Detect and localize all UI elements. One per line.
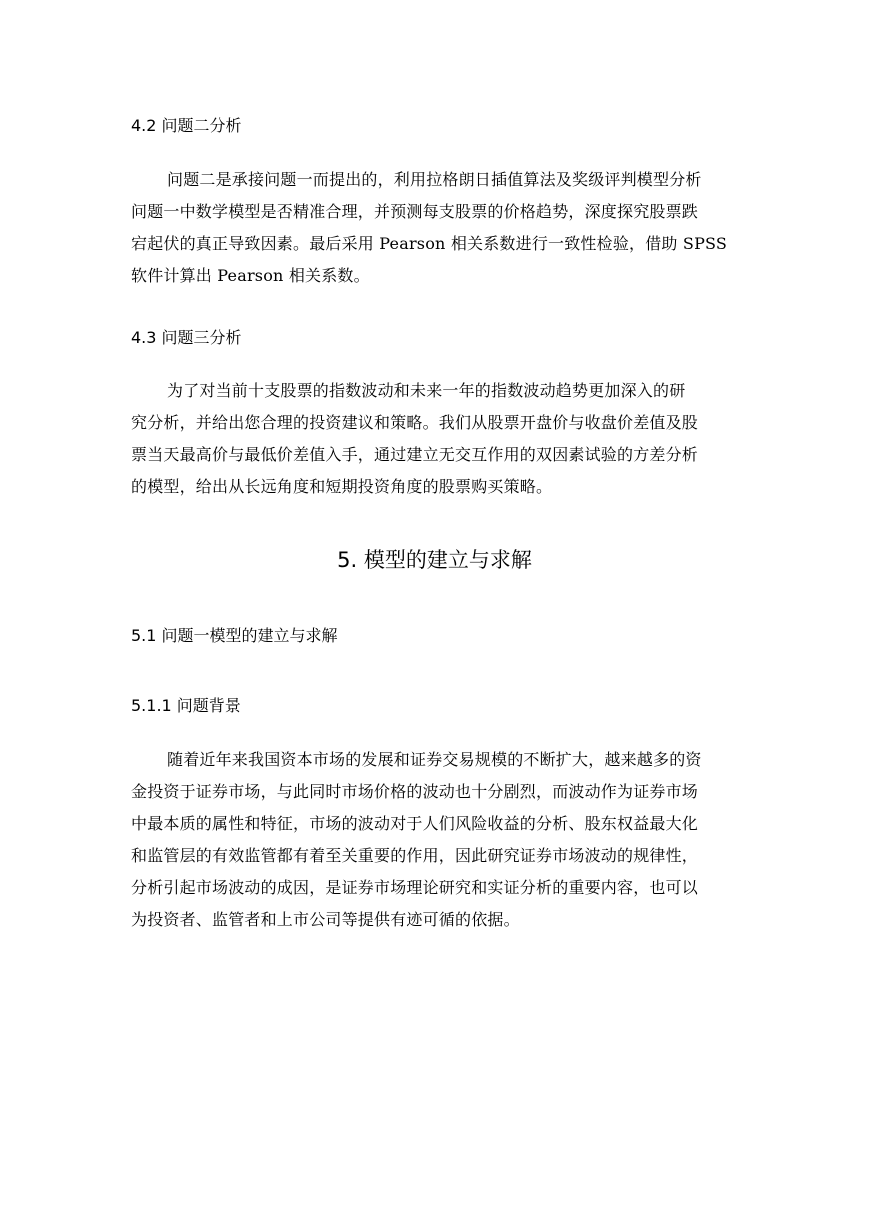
paragraph-4-3 [131,375,737,503]
paragraph-line: 随着近年来我国资本市场的发展和证券交易规模的不断扩大，越来越多的资 [167,750,702,769]
paragraph-line: 为投资者、监管者和上市公司等提供有迹可循的依据。 [131,910,520,929]
heading-4-3: 4.3 问题三分析 [131,328,242,347]
paragraph-line: 票当天最高价与最低价差值入手，通过建立无交互作用的双因素试验的方差分析 [131,445,699,464]
heading-5: 5. 模型的建立与求解 [337,548,532,572]
paragraph-line: 宕起伏的真正导致因素。最后采用 Pearson 相关系数进行一致性检验，借助 SPSS [131,234,728,253]
paragraph-line: 金投资于证券市场，与此同时市场价格的波动也十分剧烈，而波动作为证券市场 [131,782,699,801]
heading-5-1: 5.1 问题一模型的建立与求解 [131,626,338,645]
heading-4-2: 4.2 问题二分析 [131,116,242,135]
paragraph-line: 和监管层的有效监管都有着至关重要的作用，因此研究证券市场波动的规律性， [131,846,699,865]
heading-5-1-1: 5.1.1 问题背景 [131,696,241,715]
paragraph-line: 的模型，给出从长远角度和短期投资角度的股票购买策略。 [131,477,553,496]
paragraph-line: 软件计算出 Pearson 相关系数。 [131,266,370,285]
paragraph-line: 分析引起市场波动的成因，是证券市场理论研究和实证分析的重要内容，也可以 [131,878,699,897]
paragraph-5-1-1 [131,744,737,936]
paragraph-4-2 [131,164,737,292]
paragraph-line: 中最本质的属性和特征，市场的波动对于人们风险收益的分析、股东权益最大化 [131,814,699,833]
paragraph-line: 问题二是承接问题一而提出的，利用拉格朗日插值算法及奖级评判模型分析 [167,170,702,189]
paragraph-line: 究分析，并给出您合理的投资建议和策略。我们从股票开盘价与收盘价差值及股 [131,413,699,432]
paragraph-line: 为了对当前十支股票的指数波动和未来一年的指数波动趋势更加深入的研 [167,381,686,400]
paragraph-line: 问题一中数学模型是否精准合理，并预测每支股票的价格趋势，深度探究股票跌 [131,202,699,221]
